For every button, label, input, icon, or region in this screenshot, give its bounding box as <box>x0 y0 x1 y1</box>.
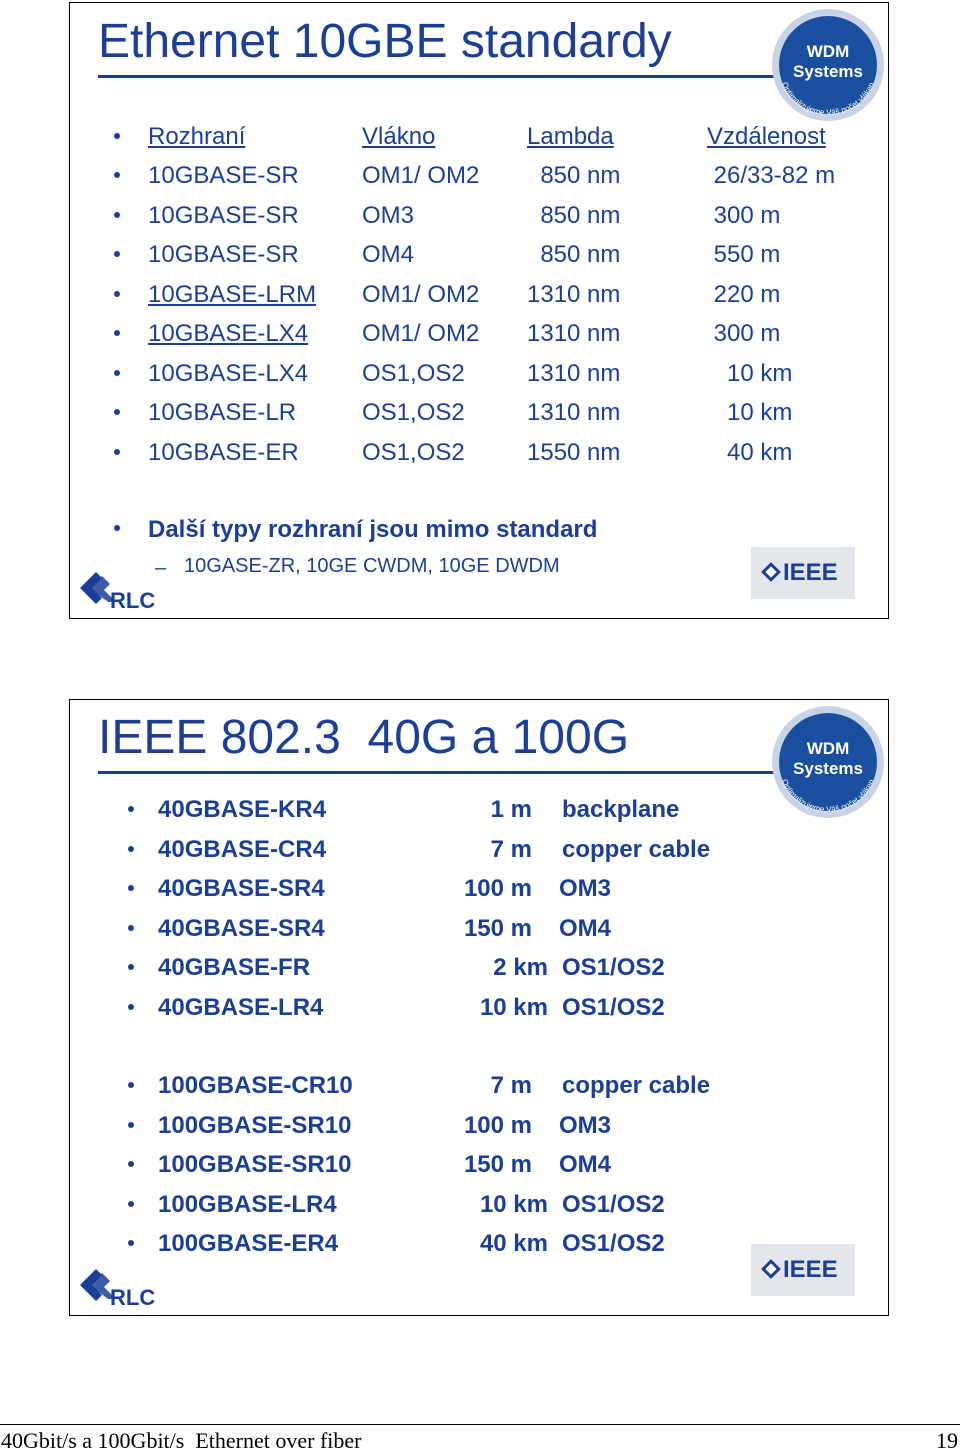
bullet <box>128 1240 134 1246</box>
bullet <box>114 449 120 455</box>
cell-lambda: 850 nm <box>527 202 621 229</box>
rlc-logo <box>76 1263 160 1309</box>
cell-fiber: OM4 <box>362 241 415 268</box>
distance: 40 km <box>479 1230 548 1257</box>
svg-text:WDM: WDM <box>806 42 850 61</box>
cell-distance: 10 km <box>707 399 793 426</box>
cell-distance: 300 m <box>707 202 781 229</box>
cell-interface: 10GBASE-LX4 <box>148 360 309 387</box>
svg-text:Systems: Systems <box>793 759 863 778</box>
note-text: Další typy rozhraní jsou mimo standard <box>148 516 598 543</box>
standard-name: 100GBASE-LR4 <box>158 1191 337 1218</box>
page-footer <box>0 1424 960 1453</box>
rlc-logo <box>76 566 160 612</box>
cell-interface: 10GBASE-LRM <box>148 281 317 308</box>
header-distance: Vzdálenost <box>707 123 826 150</box>
cell-interface: 10GBASE-SR <box>148 202 299 229</box>
standard-name: 40GBASE-FR <box>158 954 311 981</box>
bullet <box>128 806 134 812</box>
bullet <box>128 846 134 852</box>
medium: copper cable <box>562 1072 711 1099</box>
title-underline <box>98 75 788 78</box>
svg-text:WDM: WDM <box>806 739 850 758</box>
cell-lambda: 1310 nm <box>527 320 621 347</box>
cell-lambda: 1310 nm <box>527 360 621 387</box>
title-underline <box>98 771 788 774</box>
cell-distance: 220 m <box>707 281 781 308</box>
cell-distance: 10 km <box>707 360 793 387</box>
cell-fiber: OS1,OS2 <box>362 399 465 426</box>
distance: 100 m <box>463 875 532 902</box>
header-interface: Rozhraní <box>148 123 246 150</box>
medium: OM4 <box>559 1151 612 1178</box>
bullet <box>128 964 134 970</box>
distance: 10 km <box>479 1191 548 1218</box>
medium: OM3 <box>559 1112 612 1139</box>
standard-name: 40GBASE-LR4 <box>158 994 324 1021</box>
slide-title: IEEE 802.3 40G a 100G <box>98 711 630 764</box>
bullet <box>114 212 120 218</box>
cell-fiber: OM3 <box>362 202 415 229</box>
sub-text: 10GASE-ZR, 10GE CWDM, 10GE DWDM <box>184 555 560 577</box>
bullet <box>114 330 120 336</box>
svg-text:RLC: RLC <box>110 1285 156 1309</box>
bullet <box>114 370 120 376</box>
cell-distance: 40 km <box>707 439 793 466</box>
cell-fiber: OM1/ OM2 <box>362 320 480 347</box>
standard-name: 100GBASE-SR10 <box>158 1151 352 1178</box>
cell-interface: 10GBASE-SR <box>148 162 299 189</box>
svg-text:Systems: Systems <box>793 62 863 81</box>
distance: 1 m <box>490 796 532 823</box>
medium: OM4 <box>559 915 612 942</box>
bullet <box>128 1161 134 1167</box>
slide-10gbe <box>69 2 889 619</box>
standard-name: 40GBASE-SR4 <box>158 915 325 942</box>
cell-lambda: 1310 nm <box>527 281 621 308</box>
cell-fiber: OM1/ OM2 <box>362 162 480 189</box>
cell-interface: 10GBASE-LX4 <box>148 320 309 347</box>
cell-fiber: OM1/ OM2 <box>362 281 480 308</box>
bullet <box>114 291 120 297</box>
cell-lambda: 1550 nm <box>527 439 621 466</box>
distance: 7 m <box>490 1072 532 1099</box>
bullet <box>128 885 134 891</box>
bullet <box>114 525 120 531</box>
standard-name: 100GBASE-ER4 <box>158 1230 339 1257</box>
medium: OS1/OS2 <box>562 1230 665 1257</box>
distance: 2 km <box>493 954 548 981</box>
standard-name: 40GBASE-SR4 <box>158 875 325 902</box>
cell-lambda: 850 nm <box>527 241 621 268</box>
bullet <box>128 1122 134 1128</box>
bullet <box>128 925 134 931</box>
ieee-logo <box>751 547 855 599</box>
footer-title: 40Gbit/s a 100Gbit/s Ethernet over fiber <box>1 1428 362 1453</box>
medium: copper cable <box>562 836 711 863</box>
slide-40g-100g <box>69 699 889 1316</box>
cell-interface: 10GBASE-LR <box>148 399 297 426</box>
medium: backplane <box>562 796 680 823</box>
cell-lambda: 850 nm <box>527 162 621 189</box>
distance: 150 m <box>463 1151 532 1178</box>
sub-dash: – <box>155 557 167 579</box>
bullet <box>128 1201 134 1207</box>
cell-distance: 26/33-82 m <box>707 162 836 189</box>
cell-distance: 300 m <box>707 320 781 347</box>
svg-text:RLC: RLC <box>110 588 156 612</box>
bullet <box>114 409 120 415</box>
standard-name: 100GBASE-CR10 <box>158 1072 353 1099</box>
wdm-systems-logo <box>770 704 886 820</box>
bullet <box>128 1082 134 1088</box>
svg-text:IEEE: IEEE <box>783 1256 838 1283</box>
bullet <box>128 1004 134 1010</box>
header-fiber: Vlákno <box>362 123 436 150</box>
bullet <box>114 172 120 178</box>
medium: OS1/OS2 <box>562 994 665 1021</box>
cell-fiber: OS1,OS2 <box>362 360 465 387</box>
page-number: 19 <box>936 1428 958 1453</box>
cell-interface: 10GBASE-SR <box>148 241 299 268</box>
ieee-logo <box>751 1244 855 1296</box>
cell-distance: 550 m <box>707 241 781 268</box>
bullet <box>114 251 120 257</box>
svg-text:IEEE: IEEE <box>783 559 838 586</box>
distance: 10 km <box>479 994 548 1021</box>
medium: OM3 <box>559 875 612 902</box>
distance: 7 m <box>490 836 532 863</box>
wdm-systems-logo <box>770 7 886 123</box>
standard-name: 40GBASE-CR4 <box>158 836 327 863</box>
distance: 100 m <box>463 1112 532 1139</box>
svg-text:Optimalizujeme Váš počet vláke: Optimalizujeme Váš počet vláken <box>779 777 877 815</box>
bullet <box>114 133 120 139</box>
svg-text:Optimalizujeme Váš počet vláke: Optimalizujeme Váš počet vláken <box>779 80 877 118</box>
cell-fiber: OS1,OS2 <box>362 439 465 466</box>
slide-title: Ethernet 10GBE standardy <box>98 15 672 68</box>
medium: OS1/OS2 <box>562 954 665 981</box>
standard-name: 40GBASE-KR4 <box>158 796 327 823</box>
standard-name: 100GBASE-SR10 <box>158 1112 352 1139</box>
header-lambda: Lambda <box>527 123 614 150</box>
cell-lambda: 1310 nm <box>527 399 621 426</box>
medium: OS1/OS2 <box>562 1191 665 1218</box>
cell-interface: 10GBASE-ER <box>148 439 299 466</box>
distance: 150 m <box>463 915 532 942</box>
